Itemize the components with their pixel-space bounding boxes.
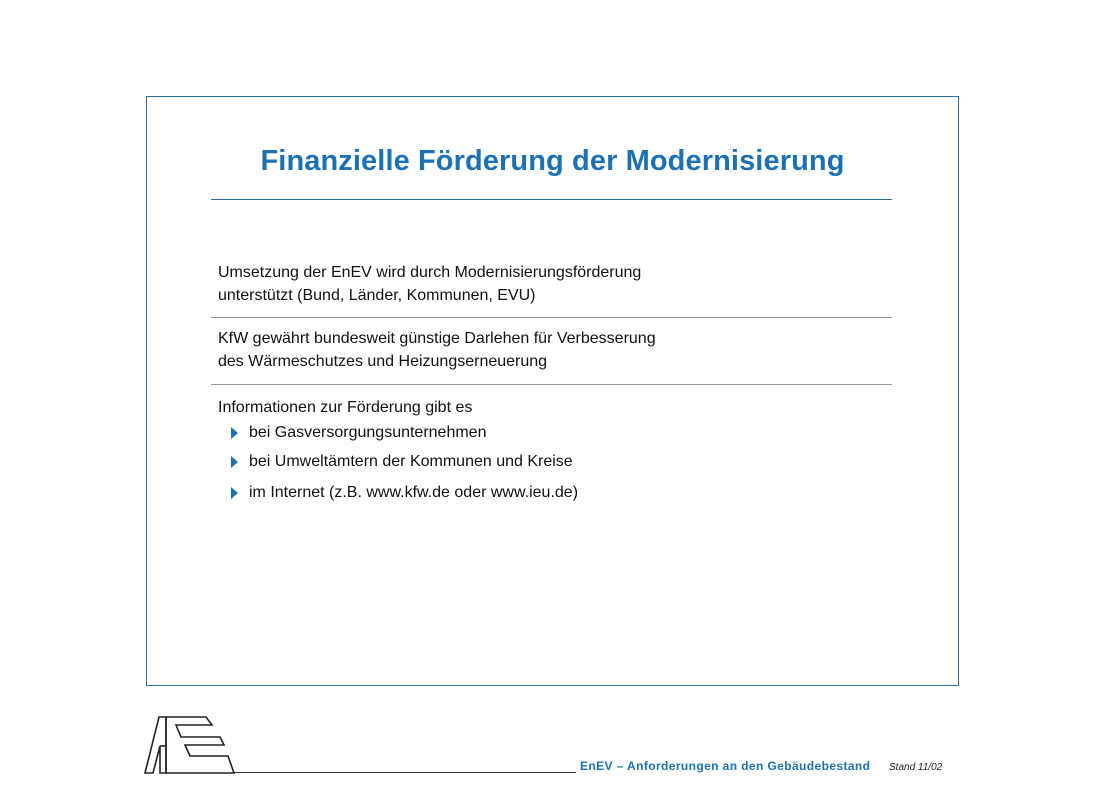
bullet-text: bei Gasversorgungsunternehmen	[249, 424, 487, 441]
ae-logo-icon	[144, 716, 236, 774]
footer-title: EnEV – Anforderungen an den Gebäudebestand	[580, 759, 871, 773]
triangle-bullet-icon	[231, 487, 238, 499]
info-bullet-gas	[231, 421, 486, 444]
slide-title: Finanzielle Förderung der Modernisierung	[260, 145, 845, 177]
point-line: Umsetzung der EnEV wird durch Modernisierungsförderung	[218, 264, 642, 281]
title-divider	[211, 199, 892, 200]
bullet-text: im Internet (z.B. www.kfw.de oder www.ieu.de)	[249, 484, 579, 501]
point-line: unterstützt (Bund, Länder, Kommunen, EVU)	[218, 287, 536, 304]
info-bullet-internet	[231, 481, 578, 504]
point-line: des Wärmeschutzes und Heizungserneuerung	[218, 353, 548, 370]
footer-rule	[232, 772, 576, 773]
triangle-bullet-icon	[231, 427, 238, 439]
info-bullet-umweltaemter	[231, 450, 573, 473]
section-divider	[211, 384, 892, 385]
triangle-bullet-icon	[231, 456, 238, 468]
point-kfw-darlehen	[218, 327, 838, 373]
bullet-text: bei Umweltämtern der Kommunen und Kreise	[249, 453, 573, 470]
slide-frame	[146, 96, 959, 686]
point-line: KfW gewährt bundesweit günstige Darlehen für Verbesserung	[218, 330, 656, 347]
footer-stand: Stand 11/02	[889, 762, 943, 773]
info-heading: Informationen zur Förderung gibt es	[218, 399, 473, 416]
point-modernisierungsfoerderung	[218, 261, 838, 307]
section-divider	[211, 317, 892, 318]
